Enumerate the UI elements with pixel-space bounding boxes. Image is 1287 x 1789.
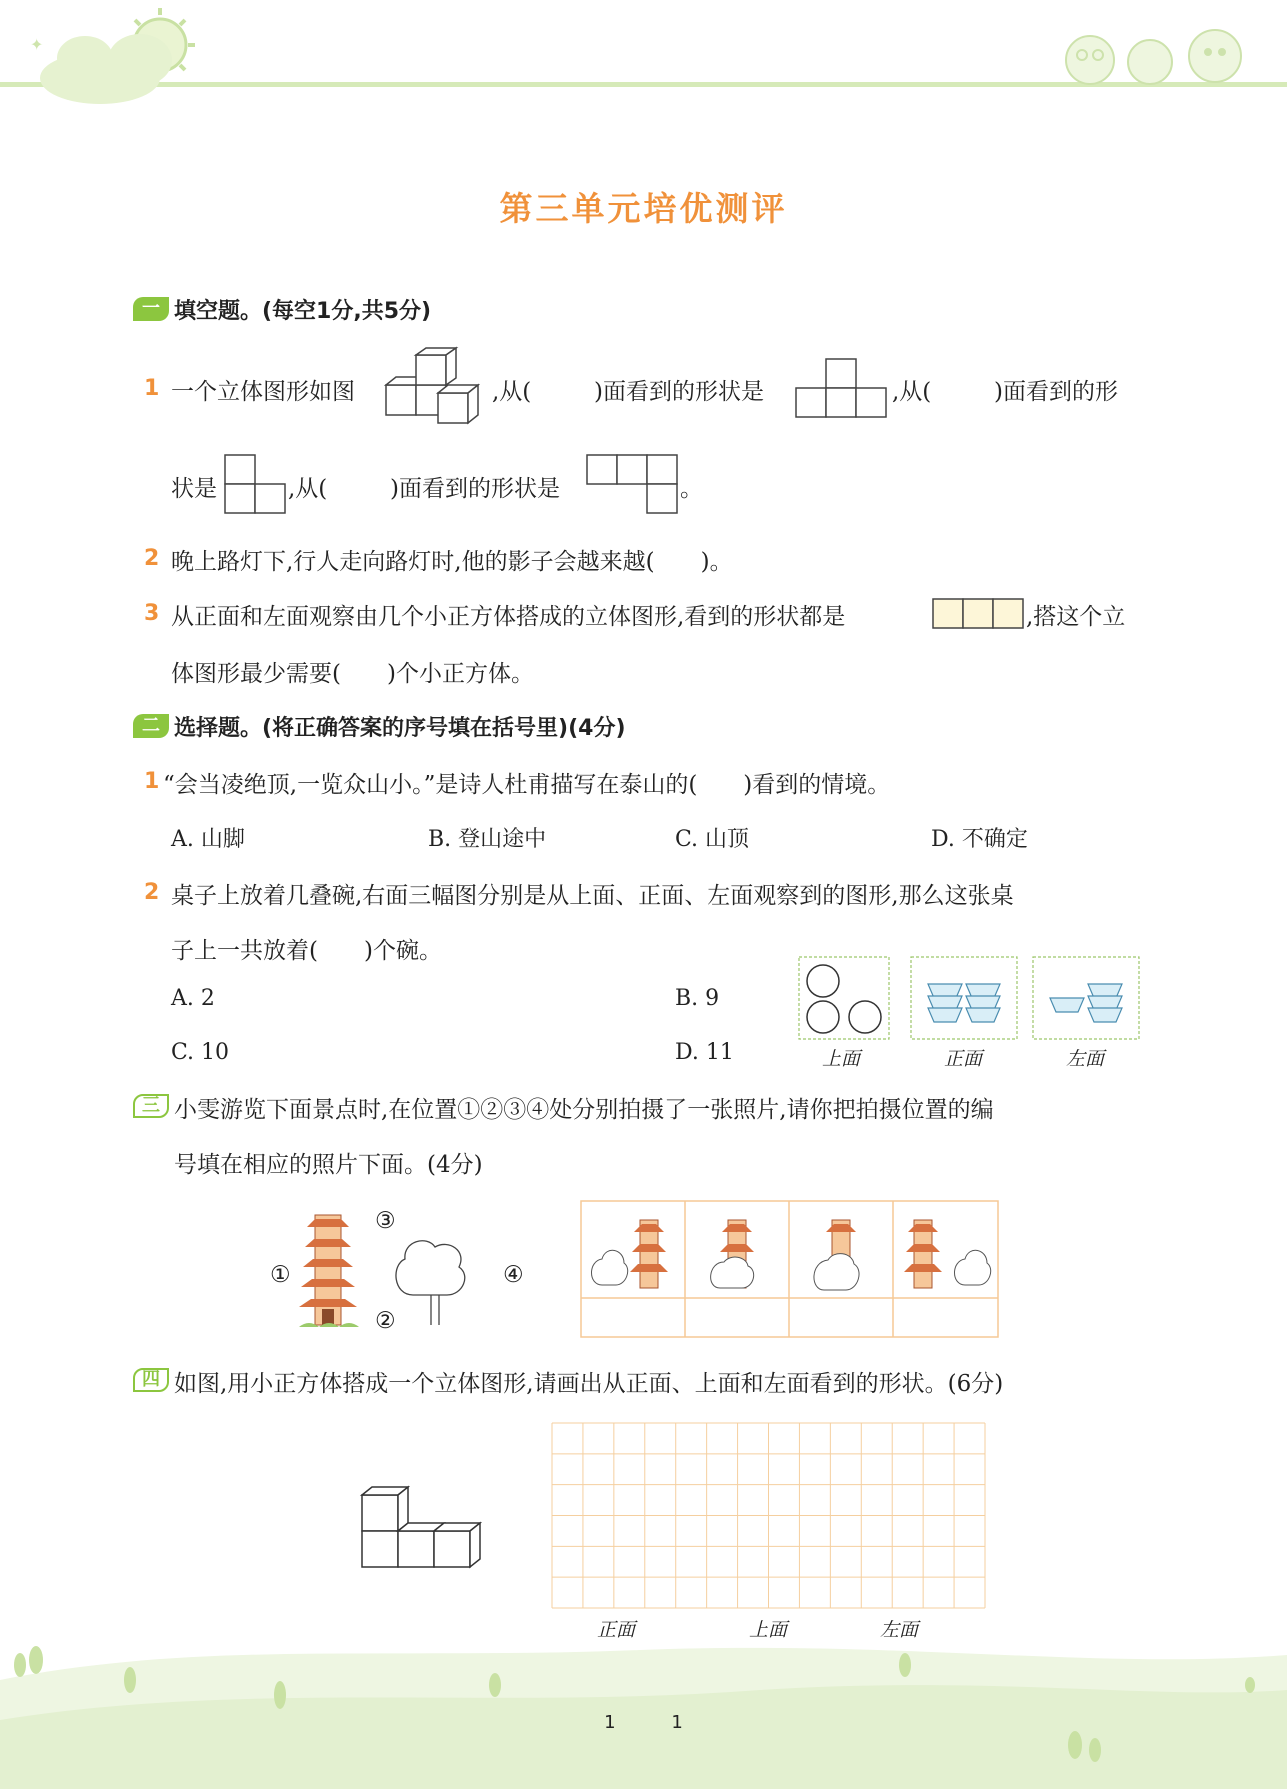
caption-left: 左面 [880, 1619, 919, 1641]
question-text: ,搭这个立 [1026, 604, 1126, 630]
section-3-text: 小雯游览下面景点时,在位置①②③④处分别拍摄了一张照片,请你把拍摄位置的编 [174, 1097, 994, 1123]
question-text: “会当凌绝顶,一览众山小。”是诗人杜甫描写在泰山的( )看到的情境。 [163, 772, 891, 798]
question-text: 从正面和左面观察由几个小正方体搭成的立体图形,看到的形状都是 [171, 604, 846, 630]
question-number: 3 [144, 601, 160, 626]
caption-front: 正面 [944, 1048, 983, 1070]
question-text: )面看到的形状是 [390, 476, 560, 502]
question-text: 子上一共放着( )个碗。 [171, 938, 442, 964]
question-number: 2 [144, 880, 160, 905]
photo-2-icon [711, 1220, 754, 1288]
option-c: C. 山顶 [675, 827, 750, 852]
question-text: 体图形最少需要( )个小正方体。 [171, 661, 534, 687]
question-number: 2 [144, 546, 160, 571]
position-2: ② [375, 1308, 396, 1334]
top-view-circles [807, 965, 881, 1033]
caption-top: 上面 [822, 1048, 861, 1070]
question-number: 1 [144, 376, 160, 401]
option-d: D. 不确定 [931, 827, 1028, 852]
section-badge-1: 一 [133, 297, 169, 321]
view-shape-3-icon [586, 454, 678, 516]
section-badge-4: 四 [133, 1368, 169, 1392]
header-decoration [0, 0, 1287, 120]
photo-1-icon [592, 1220, 669, 1288]
photo-4-icon [904, 1220, 991, 1288]
option-a: A. 山脚 [171, 827, 245, 852]
footer-landscape [0, 1620, 1287, 1789]
question-text: 状是 [171, 476, 217, 502]
caption-left: 左面 [1066, 1048, 1105, 1070]
svg-text:✦: ✦ [30, 35, 44, 54]
cube-structure-icon [360, 1485, 495, 1575]
tree-icon [396, 1241, 465, 1325]
drawing-grid[interactable] [551, 1422, 986, 1609]
page-title: 第三单元培优测评 [499, 189, 788, 228]
question-text: ,从( [892, 379, 932, 405]
question-text: ,从( [492, 379, 532, 405]
photo-3-icon [814, 1220, 859, 1290]
caption-front: 正面 [597, 1619, 636, 1641]
question-text: 桌子上放着几叠碗,右面三幅图分别是从上面、正面、左面观察到的图形,那么这张桌 [171, 883, 1014, 909]
option-b: B. 登山途中 [428, 827, 547, 852]
animal-faces-icon [1066, 30, 1241, 84]
section-badge-3: 三 [133, 1094, 169, 1118]
section-1-heading: 填空题。(每空1分,共5分) [174, 299, 432, 324]
question-text: 晚上路灯下,行人走向路灯时,他的影子会越来越( )。 [171, 549, 733, 575]
question-text: )面看到的形状是 [594, 379, 764, 405]
option-b: B. 9 [675, 986, 720, 1011]
position-3: ③ [375, 1208, 396, 1234]
option-d: D. 11 [675, 1040, 734, 1065]
position-4: ④ [503, 1262, 524, 1288]
section-3-text: 号填在相应的照片下面。(4分) [174, 1152, 483, 1178]
question-text: ,从( [288, 476, 328, 502]
bowl-stack-icon [928, 984, 1122, 1022]
question-text: 一个立体图形如图 [171, 379, 355, 405]
section-4-text: 如图,用小正方体搭成一个立体图形,请画出从正面、上面和左面看到的形状。(6分) [174, 1371, 1004, 1397]
bowl-views-figure [798, 956, 1142, 1042]
section-badge-2: 二 [133, 714, 169, 738]
question-text: )面看到的形 [994, 379, 1118, 405]
view-shape-1-icon [796, 357, 886, 419]
solid-figure-icon [386, 348, 486, 426]
caption-top: 上面 [749, 1619, 788, 1641]
option-a: A. 2 [171, 986, 215, 1011]
view-shape-row-icon [932, 598, 1024, 630]
section-2-heading: 选择题。(将正确答案的序号填在括号里)(4分) [174, 716, 626, 741]
photo-answer-table [580, 1200, 1000, 1340]
pagoda-icon [299, 1215, 359, 1327]
question-text: 。 [680, 476, 703, 502]
view-shape-2-icon [224, 454, 286, 516]
cloud-icon [40, 34, 172, 104]
option-c: C. 10 [171, 1040, 230, 1065]
page-number: 1 1 [604, 1712, 683, 1733]
question-number: 1 [144, 769, 160, 794]
position-1: ① [270, 1262, 291, 1288]
